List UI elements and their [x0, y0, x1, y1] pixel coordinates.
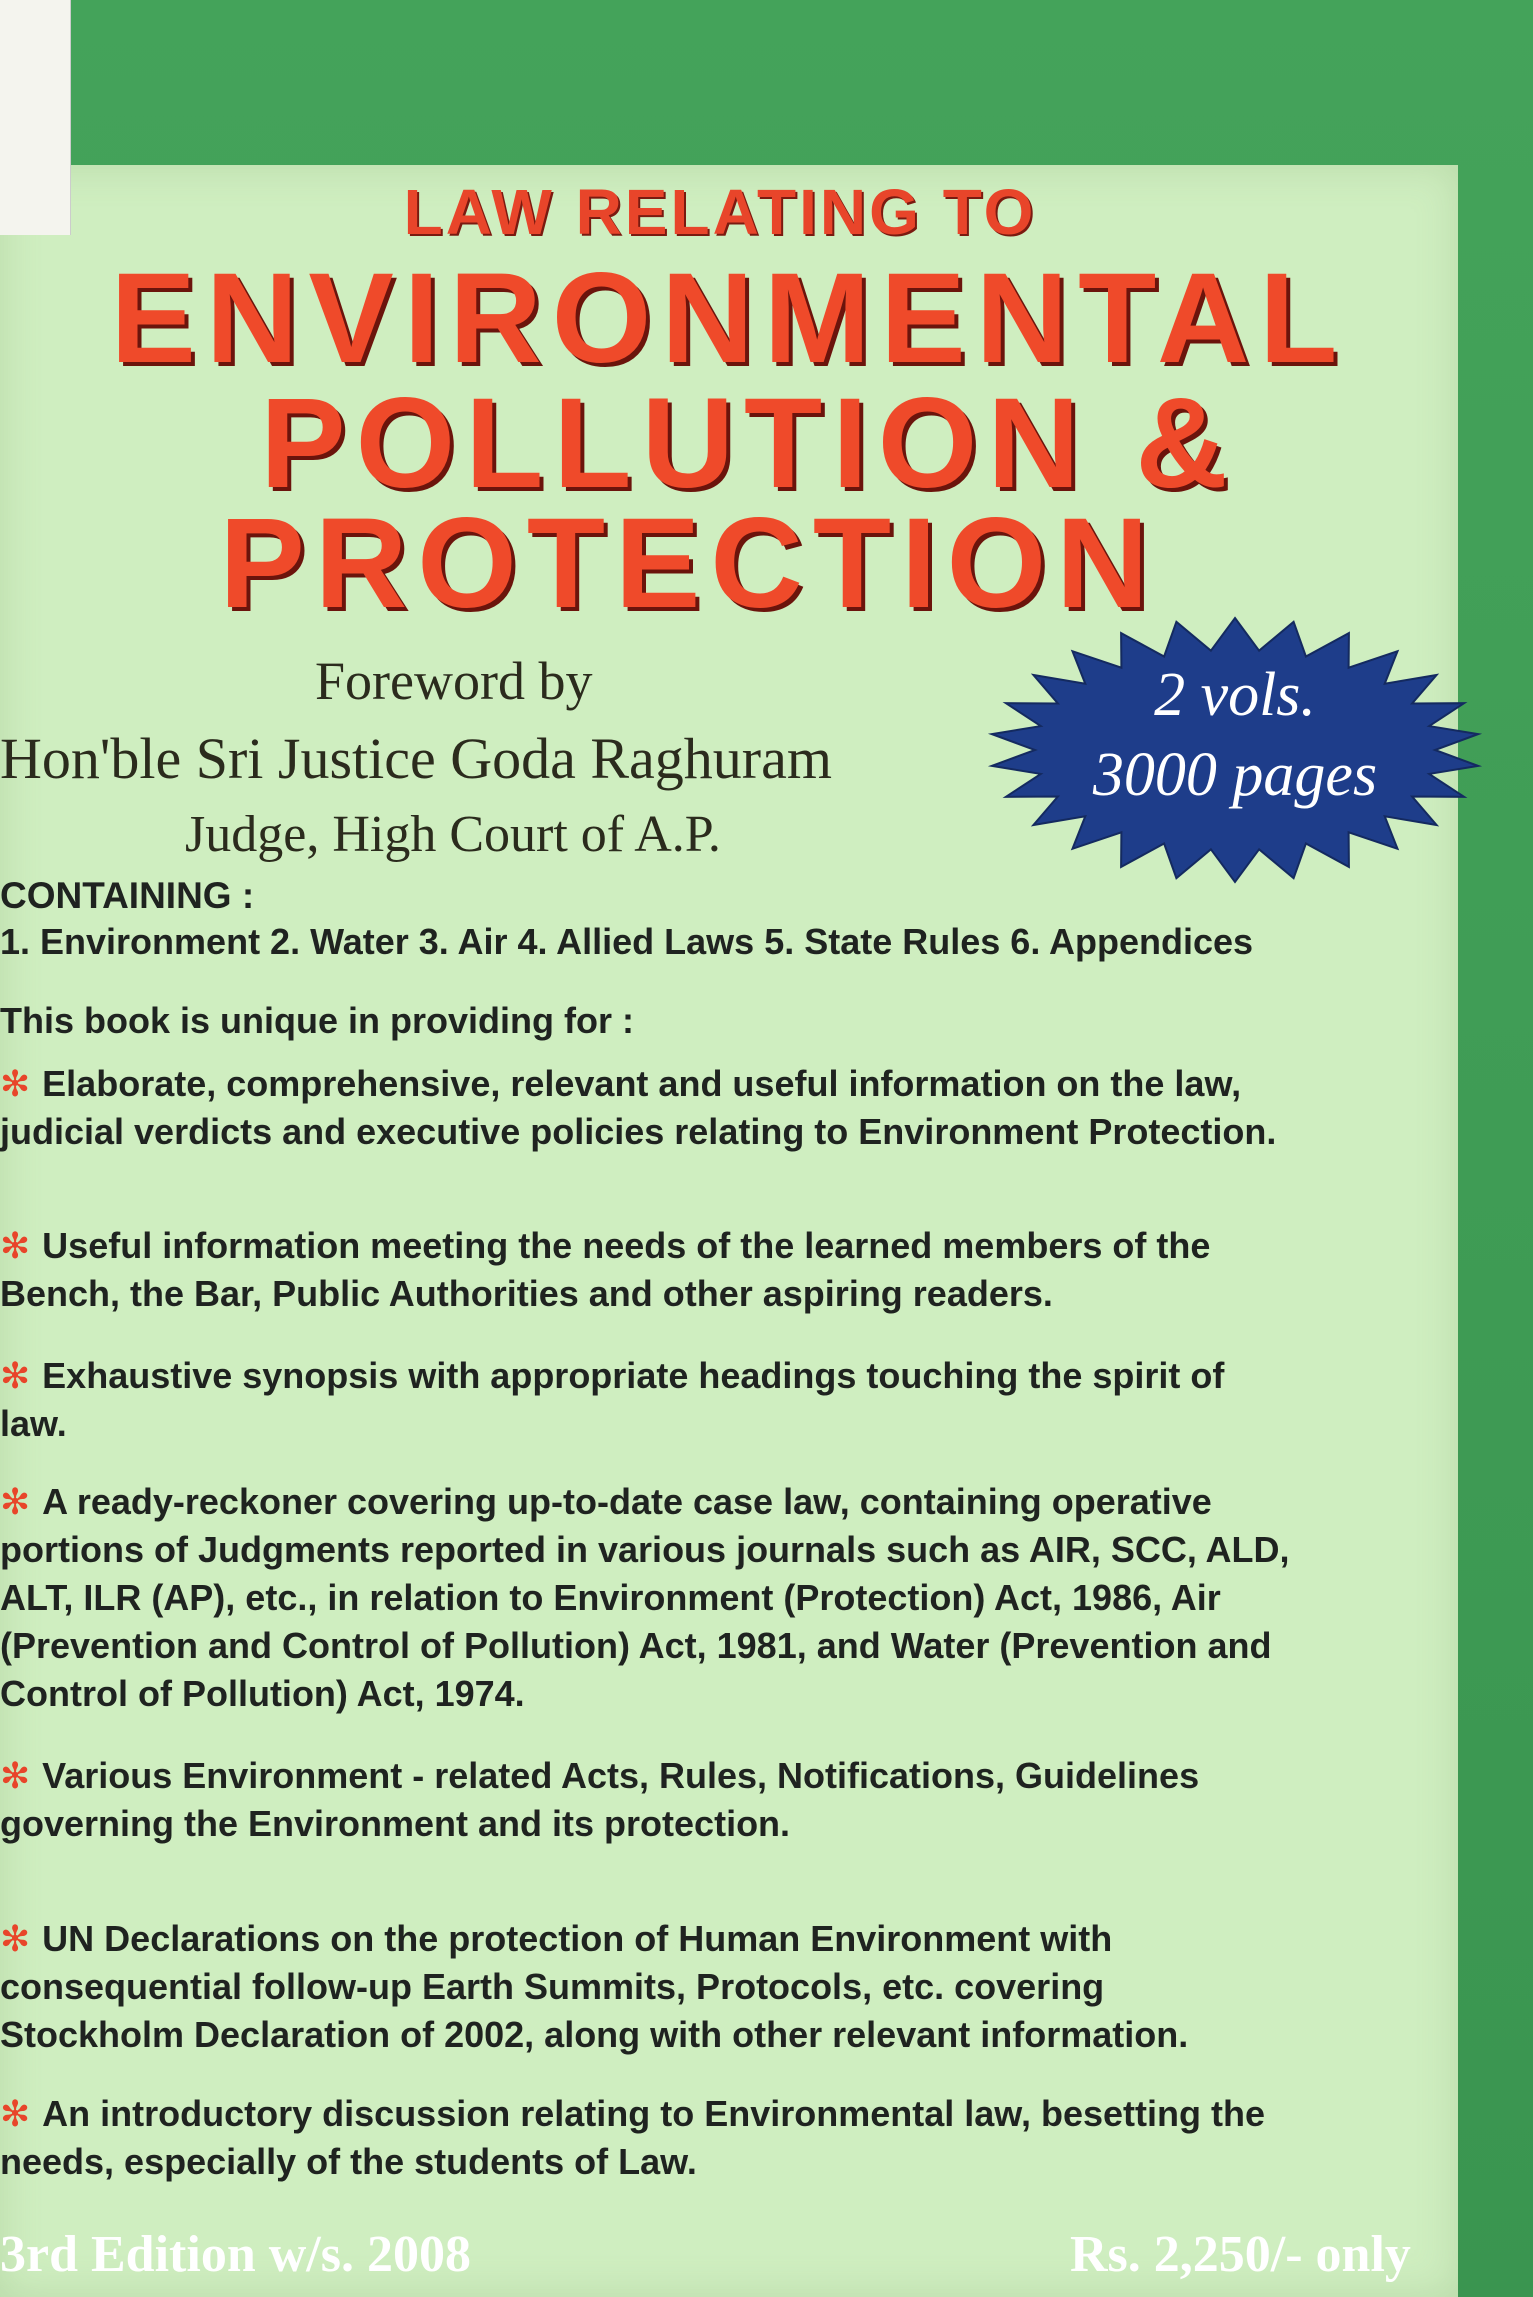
edition-text: 3rd Edition w/s. 2008 [0, 2226, 471, 2283]
containing-list: 1. Environment 2. Water 3. Air 4. Allied Laws 5. State Rules 6. Appendices [0, 921, 1254, 962]
feature-line: judicial verdicts and executive policies relating to Environment Protection. [0, 1111, 1277, 1152]
foreword-label: Foreword by [315, 651, 593, 711]
feature-line: law. [0, 1403, 67, 1444]
feature-line: ✻ Elaborate, comprehensive, relevant and useful information on the law, [0, 1063, 1242, 1104]
feature-line: Bench, the Bar, Public Authorities and other aspiring readers. [0, 1273, 1053, 1314]
badge-pages: 3000 pages [1092, 741, 1378, 809]
feature-item [0, 2090, 1440, 2186]
feature-line: ✻ UN Declarations on the protection of Human Environment with [0, 1918, 1113, 1959]
feature-line: portions of Judgments reported in various journals such as AIR, SCC, ALD, [0, 1529, 1290, 1570]
badge-volumes: 2 vols. [1154, 661, 1316, 729]
feature-line: ✻ Exhaustive synopsis with appropriate headings touching the spirit of [0, 1355, 1225, 1396]
feature-line: needs, especially of the students of Law. [0, 2141, 697, 2182]
feature-line: governing the Environment and its protection. [0, 1803, 791, 1844]
feature-line: ✻ A ready-reckoner covering up-to-date case law, containing operative [0, 1481, 1212, 1522]
feature-item [0, 1352, 1440, 1448]
feature-item [0, 1478, 1440, 1718]
feature-line: ✻ Various Environment - related Acts, Rules, Notifications, Guidelines [0, 1755, 1200, 1796]
feature-item [0, 1060, 1440, 1156]
feature-line: consequential follow-up Earth Summits, Protocols, etc. covering [0, 1966, 1105, 2007]
feature-line: Stockholm Declaration of 2002, along with other relevant information. [0, 2014, 1189, 2055]
feature-line: ✻ Useful information meeting the needs of the learned members of the [0, 1225, 1211, 1266]
title-protection: PROTECTION [219, 492, 1159, 635]
asterisk-icon: ✻ [0, 1225, 31, 1266]
volume-badge [985, 615, 1485, 885]
asterisk-icon: ✻ [0, 1481, 31, 1522]
feature-line: Control of Pollution) Act, 1974. [0, 1673, 525, 1714]
asterisk-icon: ✻ [0, 2093, 31, 2134]
title-pollution: POLLUTION & [260, 372, 1238, 515]
unique-intro: This book is unique in providing for : [0, 1000, 634, 1041]
feature-line: ALT, ILR (AP), etc., in relation to Environment (Protection) Act, 1986, Air [0, 1577, 1221, 1618]
asterisk-icon: ✻ [0, 1063, 31, 1104]
title-environmental: ENVIRONMENTAL [110, 247, 1348, 390]
price-text: Rs. 2,250/- only [1070, 2226, 1411, 2283]
asterisk-icon: ✻ [0, 1355, 31, 1396]
feature-item [0, 1915, 1440, 2059]
feature-line: ✻ An introductory discussion relating to Environmental law, besetting the [0, 2093, 1265, 2134]
foreword-name: Hon'ble Sri Justice Goda Raghuram [0, 726, 832, 791]
asterisk-icon: ✻ [0, 1918, 31, 1959]
feature-item [0, 1752, 1440, 1848]
feature-item [0, 1222, 1440, 1318]
label-sticker [0, 0, 71, 235]
asterisk-icon: ✻ [0, 1755, 31, 1796]
title-law-relating: LAW RELATING TO [403, 176, 1037, 248]
containing-heading: CONTAINING : [0, 875, 255, 916]
foreword-title: Judge, High Court of A.P. [185, 806, 721, 863]
feature-line: (Prevention and Control of Pollution) Act, 1981, and Water (Prevention and [0, 1625, 1272, 1666]
